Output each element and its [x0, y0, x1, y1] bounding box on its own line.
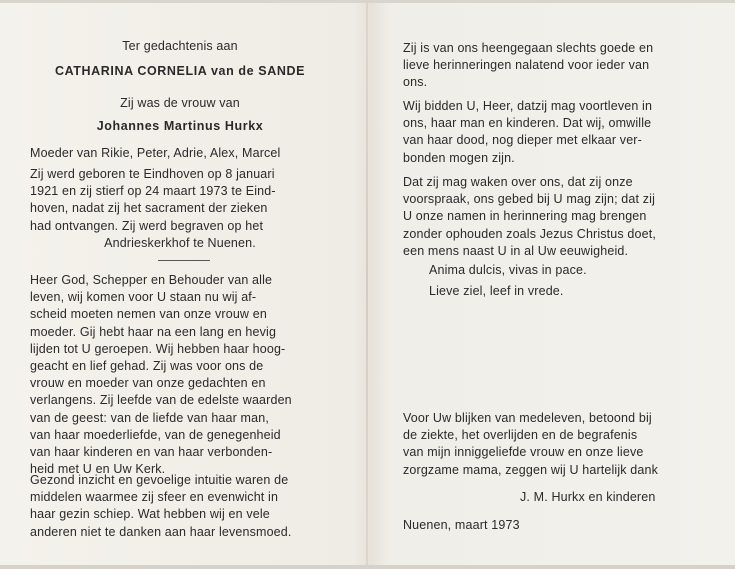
bio-line: hoven, nadat zij het sacrament der zieken	[30, 201, 268, 216]
bio-line: 1921 en zij stierf op 24 maart 1973 te Eind-	[30, 184, 276, 199]
prayer-paragraph	[403, 98, 703, 167]
left-page	[30, 0, 330, 569]
farewell-paragraph	[403, 40, 703, 92]
prayer-line: geacht en lief gehad. Zij was voor ons de	[30, 359, 264, 374]
place-date: Nuenen, maart 1973	[403, 518, 520, 532]
prayer-line: moeder. Gij hebt haar na een lang en hevig	[30, 324, 277, 339]
thanks-line: zorgzame mama, zeggen wij U hartelijk dank	[403, 462, 659, 477]
prayer	[30, 272, 330, 478]
intercession-line: U onze namen in herinnering mag brengen	[403, 209, 647, 224]
thanks-line: van mijn inniggeliefde vrouw en onze lieve	[403, 445, 644, 460]
prayer-line: lijden tot U geroepen. Wij hebben haar hoog-	[30, 341, 286, 356]
latin-blessing: Anima dulcis, vivas in pace.	[429, 263, 587, 277]
closing-line: middelen waarmee zij sfeer en evenwicht in	[30, 490, 279, 505]
deceased-name: CATHARINA CORNELIA van de SANDE	[54, 64, 306, 78]
thanks-line: Voor Uw blijken van medeleven, betoond bij	[403, 411, 652, 425]
closing-line: Gezond inzicht en gevoelige intuitie waren de	[30, 473, 289, 487]
prayer-line: vrouw en moeder van onze gedachten en	[30, 376, 266, 391]
husband-name: Johannes Martinus Hurkx	[96, 119, 264, 133]
farewell-line: Zij is van ons heengegaan slechts goede en	[403, 41, 654, 55]
closing-line: haar gezin schiep. Wat hebben wij en vele	[30, 507, 270, 522]
right-page	[403, 0, 703, 569]
intercession-line: zonder ophouden zoals Jezus Christus doet,	[403, 226, 656, 241]
farewell-line: lieve herinneringen nalatend voor ieder van	[403, 58, 650, 73]
prayer-line: van haar moederliefde, van de genegenheid	[30, 427, 281, 442]
divider	[158, 260, 210, 261]
fold-line	[366, 0, 368, 569]
intercession-line: voorspraak, ons gebed bij U mag zijn; dat zij	[403, 192, 656, 207]
prayer-line: ons, haar man en kinderen. Dat wij, omwille	[403, 116, 652, 131]
bio-line: Andrieskerkhof te Nuenen.	[104, 235, 256, 250]
farewell-line: ons.	[403, 75, 428, 90]
intercession-line: een mens naast U in al Uw eeuwigheid.	[403, 243, 629, 258]
prayer-line: van haar kinderen en van haar verbonden-	[30, 445, 273, 460]
intercession-paragraph	[403, 174, 703, 260]
closing-paragraph	[30, 472, 330, 541]
wife-of-line: Zij was de vrouw van	[120, 96, 240, 110]
prayer-line: leven, wij komen voor U staan nu wij af-	[30, 290, 257, 305]
prayer-line: scheid moeten nemen van onze vrouw en	[30, 307, 267, 322]
thanks-paragraph	[403, 410, 703, 479]
signature: J. M. Hurkx en kinderen	[520, 490, 656, 504]
thanks-line: de ziekte, het overlijden en de begrafenis	[403, 428, 638, 443]
prayer-line: van haar dood, nog dieper met elkaar ver-	[403, 133, 642, 148]
prayer-line: heid met U en Uw Kerk.	[30, 462, 166, 477]
children-line: Moeder van Rikie, Peter, Adrie, Alex, Marcel	[30, 146, 281, 160]
prayer-line: bonden mogen zijn.	[403, 150, 515, 165]
bio-line: Zij werd geboren te Eindhoven op 8 januari	[30, 167, 275, 181]
intercession-line: Dat zij mag waken over ons, dat zij onze	[403, 175, 633, 189]
prayer-line: van de geest: van de liefde van haar man,	[30, 410, 269, 425]
closing-line: anderen niet te danken aan haar levensmoed.	[30, 524, 292, 539]
prayer-line: Wij bidden U, Heer, datzij mag voortleven in	[403, 99, 653, 113]
prayer-line: Heer God, Schepper en Behouder van alle	[30, 273, 273, 287]
intro-line: Ter gedachtenis aan	[122, 39, 238, 53]
prayer-line: verlangens. Zij leefde van de edelste waarden	[30, 393, 292, 408]
bio-line: had ontvangen. Zij werd begraven op het	[30, 218, 264, 233]
dutch-blessing: Lieve ziel, leef in vrede.	[429, 284, 564, 298]
biography	[30, 166, 330, 252]
